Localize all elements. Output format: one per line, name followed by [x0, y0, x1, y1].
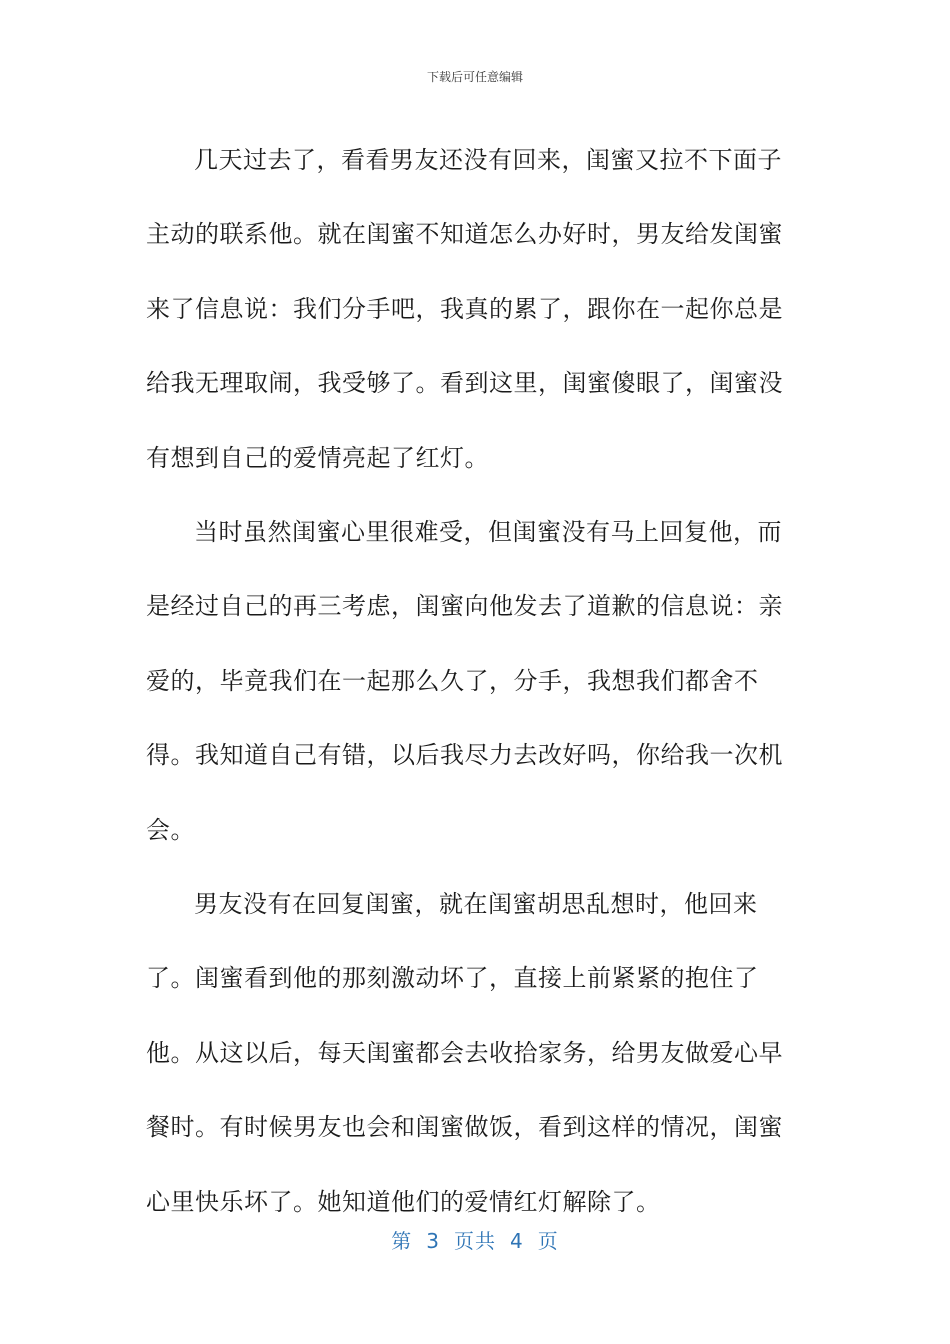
total-page-number: 4	[510, 1229, 524, 1253]
page-prefix: 第	[391, 1229, 413, 1253]
paragraph-3: 男友没有在回复闺蜜，就在闺蜜胡思乱想时，他回来了。闺蜜看到他的那刻激动坏了，直接上前紧紧的抱住了他。从这以后，每天闺蜜都会去收拾家务，给男友做爱心早餐时。有时候男友也会和闺蜜做饭，看到这样的情况，闺蜜心里快乐坏了。她知道他们的爱情红灯解除了。	[146, 890, 783, 1216]
current-page-number: 3	[426, 1229, 440, 1253]
paragraph-1: 几天过去了，看看男友还没有回来，闺蜜又拉不下面子主动的联系他。就在闺蜜不知道怎么办好时，男友给发闺蜜来了信息说：我们分手吧，我真的累了，跟你在一起你总是给我无理取闹，我受够了。看到这里，闺蜜傻眼了，闺蜜没有想到自己的爱情亮起了红灯。	[146, 146, 783, 472]
page-header-note: 下载后可任意编辑	[426, 70, 523, 84]
page-footer	[0, 1225, 950, 1254]
paragraph-2: 当时虽然闺蜜心里很难受，但闺蜜没有马上回复他，而是经过自己的再三考虑，闺蜜向他发去了道歉的信息说：亲爱的，毕竟我们在一起那么久了，分手，我想我们都舍不得。我知道自己有错，以后我尽力去改好吗，你给我一次机会。	[146, 518, 783, 844]
document-body	[146, 123, 806, 1239]
page-mid-text: 页共	[454, 1229, 496, 1253]
page-suffix: 页	[537, 1229, 559, 1253]
